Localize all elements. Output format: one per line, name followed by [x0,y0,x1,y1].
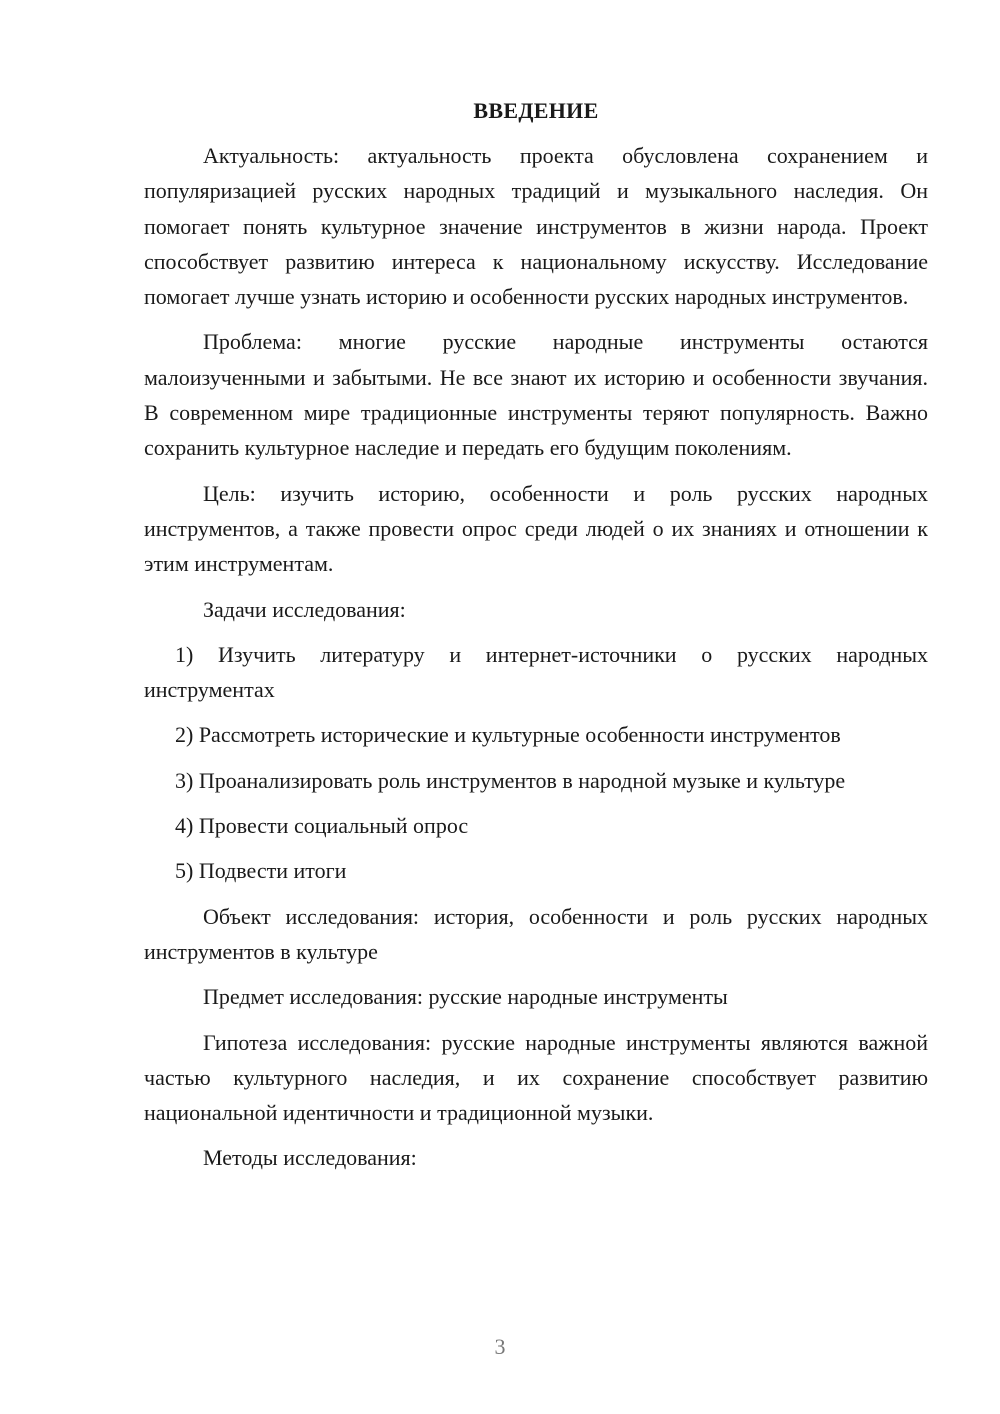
relevance-paragraph: Актуальность: актуальность проекта обусловлена сохранением и популяризацией русских народных традиций и музыкального наследия. Он помогает понять культурное значение инструментов в жизни народа. Проект способствует развитию интереса к национальному искусству. Исследование помогает лучше узнать историю и особенности русских народных инструментов. [144,143,928,310]
list-item: 3) Проанализировать роль инструментов в народной музыке и культуре [175,767,846,793]
document-page [144,96,928,1176]
methods-heading: Методы исследования: [203,1145,417,1171]
list-item: 1) Изучить литературу и интернет-источники о русских народных инструментах [144,641,928,703]
tasks-heading: Задачи исследования: [203,596,406,622]
hypothesis-paragraph: Гипотеза исследования: русские народные инструменты являются важной частью культурного наследия, и их сохранение способствует развитию национальной идентичности и традиционной музыки. [144,1029,928,1126]
list-item: 2) Рассмотреть исторические и культурные особенности инструментов [175,722,841,748]
tasks-list [144,637,928,889]
goal-paragraph: Цель: изучить историю, особенности и роль русских народных инструментов, а также провести опрос среди людей о их знаниях и отношении к этим инструментам. [144,480,928,577]
problem-paragraph: Проблема: многие русские народные инструменты остаются малоизученными и забытыми. Не все знают их историю и особенности звучания. В современном мире традиционные инструменты теряют популярность. Важно сохранить культурное наследие и передать его будущим поколениям. [144,329,928,461]
section-title: ВВЕДЕНИЕ [473,98,599,123]
page-number: 3 [494,1334,506,1359]
list-item: 5) Подвести итоги [175,858,347,884]
subject-paragraph: Предмет исследования: русские народные инструменты [203,984,728,1010]
object-paragraph: Объект исследования: история, особенности и роль русских народных инструментов в культуре [144,903,928,964]
list-item: 4) Провести социальный опрос [175,813,469,839]
